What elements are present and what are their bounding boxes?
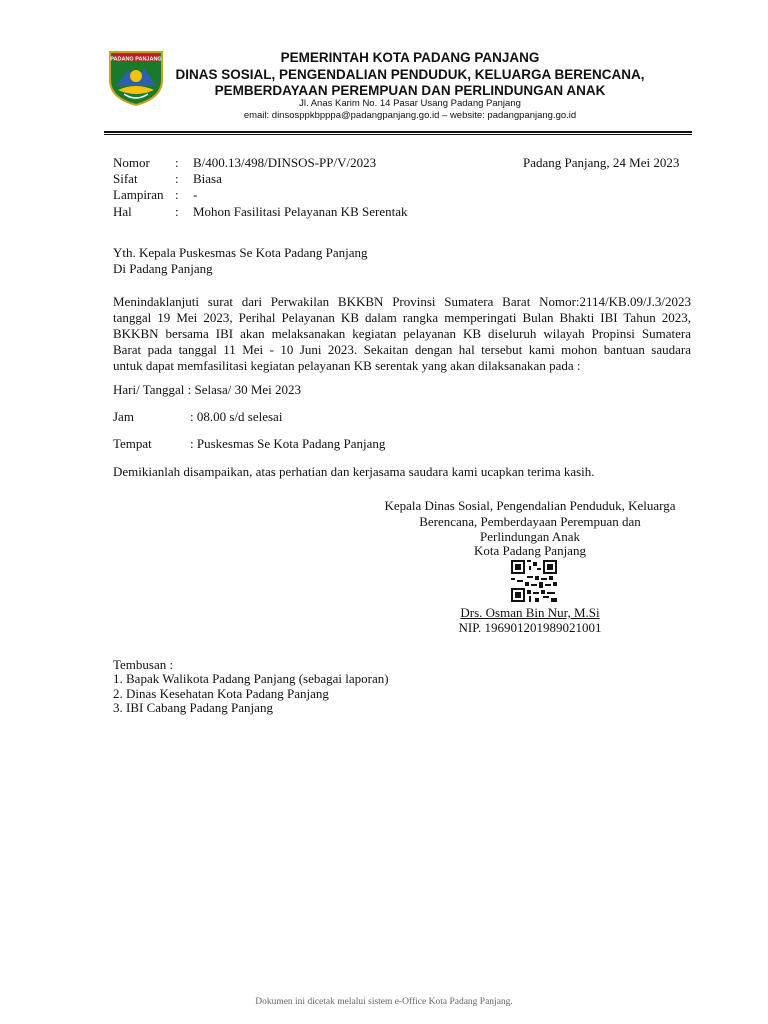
signature-title-2: Berencana, Pemberdayaan Perempuan dan bbox=[419, 514, 641, 529]
recipient-line-1: Yth. Kepala Puskesmas Se Kota Padang Panjang bbox=[113, 245, 368, 260]
letter-date: Padang Panjang, 24 Mei 2023 bbox=[523, 155, 680, 170]
nomor-value: B/400.13/498/DINSOS-PP/V/2023 bbox=[193, 155, 377, 170]
signatory-name: Drs. Osman Bin Nur, M.Si bbox=[460, 605, 600, 620]
header-line-3: PEMBERDAYAAN PEREMPUAN DAN PERLINDUNGAN ANAK bbox=[214, 83, 606, 98]
tempat-label: Tempat bbox=[113, 436, 152, 451]
cc-item: 1. Bapak Walikota Padang Panjang (sebagai laporan) bbox=[113, 671, 389, 686]
signature-title-4: Kota Padang Panjang bbox=[474, 543, 586, 558]
hal-colon: : bbox=[175, 204, 179, 219]
header-line-1: PEMERINTAH KOTA PADANG PANJANG bbox=[280, 50, 540, 65]
hari-tanggal: Hari/ Tanggal : Selasa/ 30 Mei 2023 bbox=[113, 382, 302, 397]
signature-title-1: Kepala Dinas Sosial, Pengendalian Penduduk, Keluarga bbox=[384, 498, 676, 513]
body-line: untuk dapat memfasilitasi kegiatan pelayanan KB serentak yang akan dilaksanakan pada : bbox=[113, 358, 581, 373]
sifat-label: Sifat bbox=[113, 171, 138, 186]
body-line: BKKBN bersama IBI akan melaksanakan kegiatan pelayanan KB diseluruh wilayah Propinsi Sumatera bbox=[113, 326, 691, 341]
header-contact: email: dinsosppkbpppa@padangpanjang.go.id – website: padangpanjang.go.id bbox=[243, 110, 577, 121]
hal-label: Hal bbox=[113, 204, 132, 219]
nomor-label: Nomor bbox=[113, 155, 150, 170]
logo-text: PADANG PANJANG bbox=[110, 56, 162, 63]
print-footer: Dokumen ini dicetak melalui sistem e-Office Kota Padang Panjang. bbox=[255, 997, 513, 1007]
cc-title: Tembusan : bbox=[113, 657, 174, 672]
jam-label: Jam bbox=[113, 409, 134, 424]
body-line: Barat pada tanggal 11 Mei - 10 Juni 2023. Sekaitan dengan hal tersebut kami mohon bantuan saudara bbox=[113, 342, 691, 357]
lampiran-value: - bbox=[193, 187, 198, 202]
jam-value: : 08.00 s/d selesai bbox=[190, 409, 283, 424]
sifat-value: Biasa bbox=[193, 171, 222, 186]
hal-value: Mohon Fasilitasi Pelayanan KB Serentak bbox=[193, 204, 408, 219]
tempat-value: : Puskesmas Se Kota Padang Panjang bbox=[190, 436, 386, 451]
body-paragraph bbox=[113, 294, 691, 374]
header-line-2: DINAS SOSIAL, PENGENDALIAN PENDUDUK, KELUARGA BERENCANA, bbox=[175, 67, 645, 82]
recipient-line-2: Di Padang Panjang bbox=[113, 261, 213, 276]
sifat-colon: : bbox=[175, 171, 179, 186]
header-rule-thick bbox=[104, 131, 692, 133]
qr-code-icon bbox=[511, 560, 557, 602]
cc-item: 2. Dinas Kesehatan Kota Padang Panjang bbox=[113, 686, 329, 701]
cc-item: 3. IBI Cabang Padang Panjang bbox=[113, 700, 273, 715]
body-line: Menindaklanjuti surat dari Perwakilan BKKBN Provinsi Sumatera Barat Nomor:2114/KB.09/J.3/2023 bbox=[113, 294, 691, 309]
closing-sentence: Demikianlah disampaikan, atas perhatian dan kerjasama saudara kami ucapkan terima kasih. bbox=[113, 464, 595, 479]
lampiran-label: Lampiran bbox=[113, 187, 164, 202]
body-line: tanggal 19 Mei 2023, Perihal Pelayanan KB dalam rangka memperingati Bulan Bhakti IBI Tahun 2023, bbox=[113, 310, 691, 325]
signature-title-3: Perlindungan Anak bbox=[479, 529, 580, 544]
header-rule-thin bbox=[104, 134, 692, 135]
header-address: Jl. Anas Karim No. 14 Pasar Usang Padang Panjang bbox=[299, 98, 521, 109]
nomor-colon: : bbox=[175, 155, 179, 170]
lampiran-colon: : bbox=[175, 187, 179, 202]
signatory-nip: NIP. 196901201989021001 bbox=[458, 620, 602, 635]
